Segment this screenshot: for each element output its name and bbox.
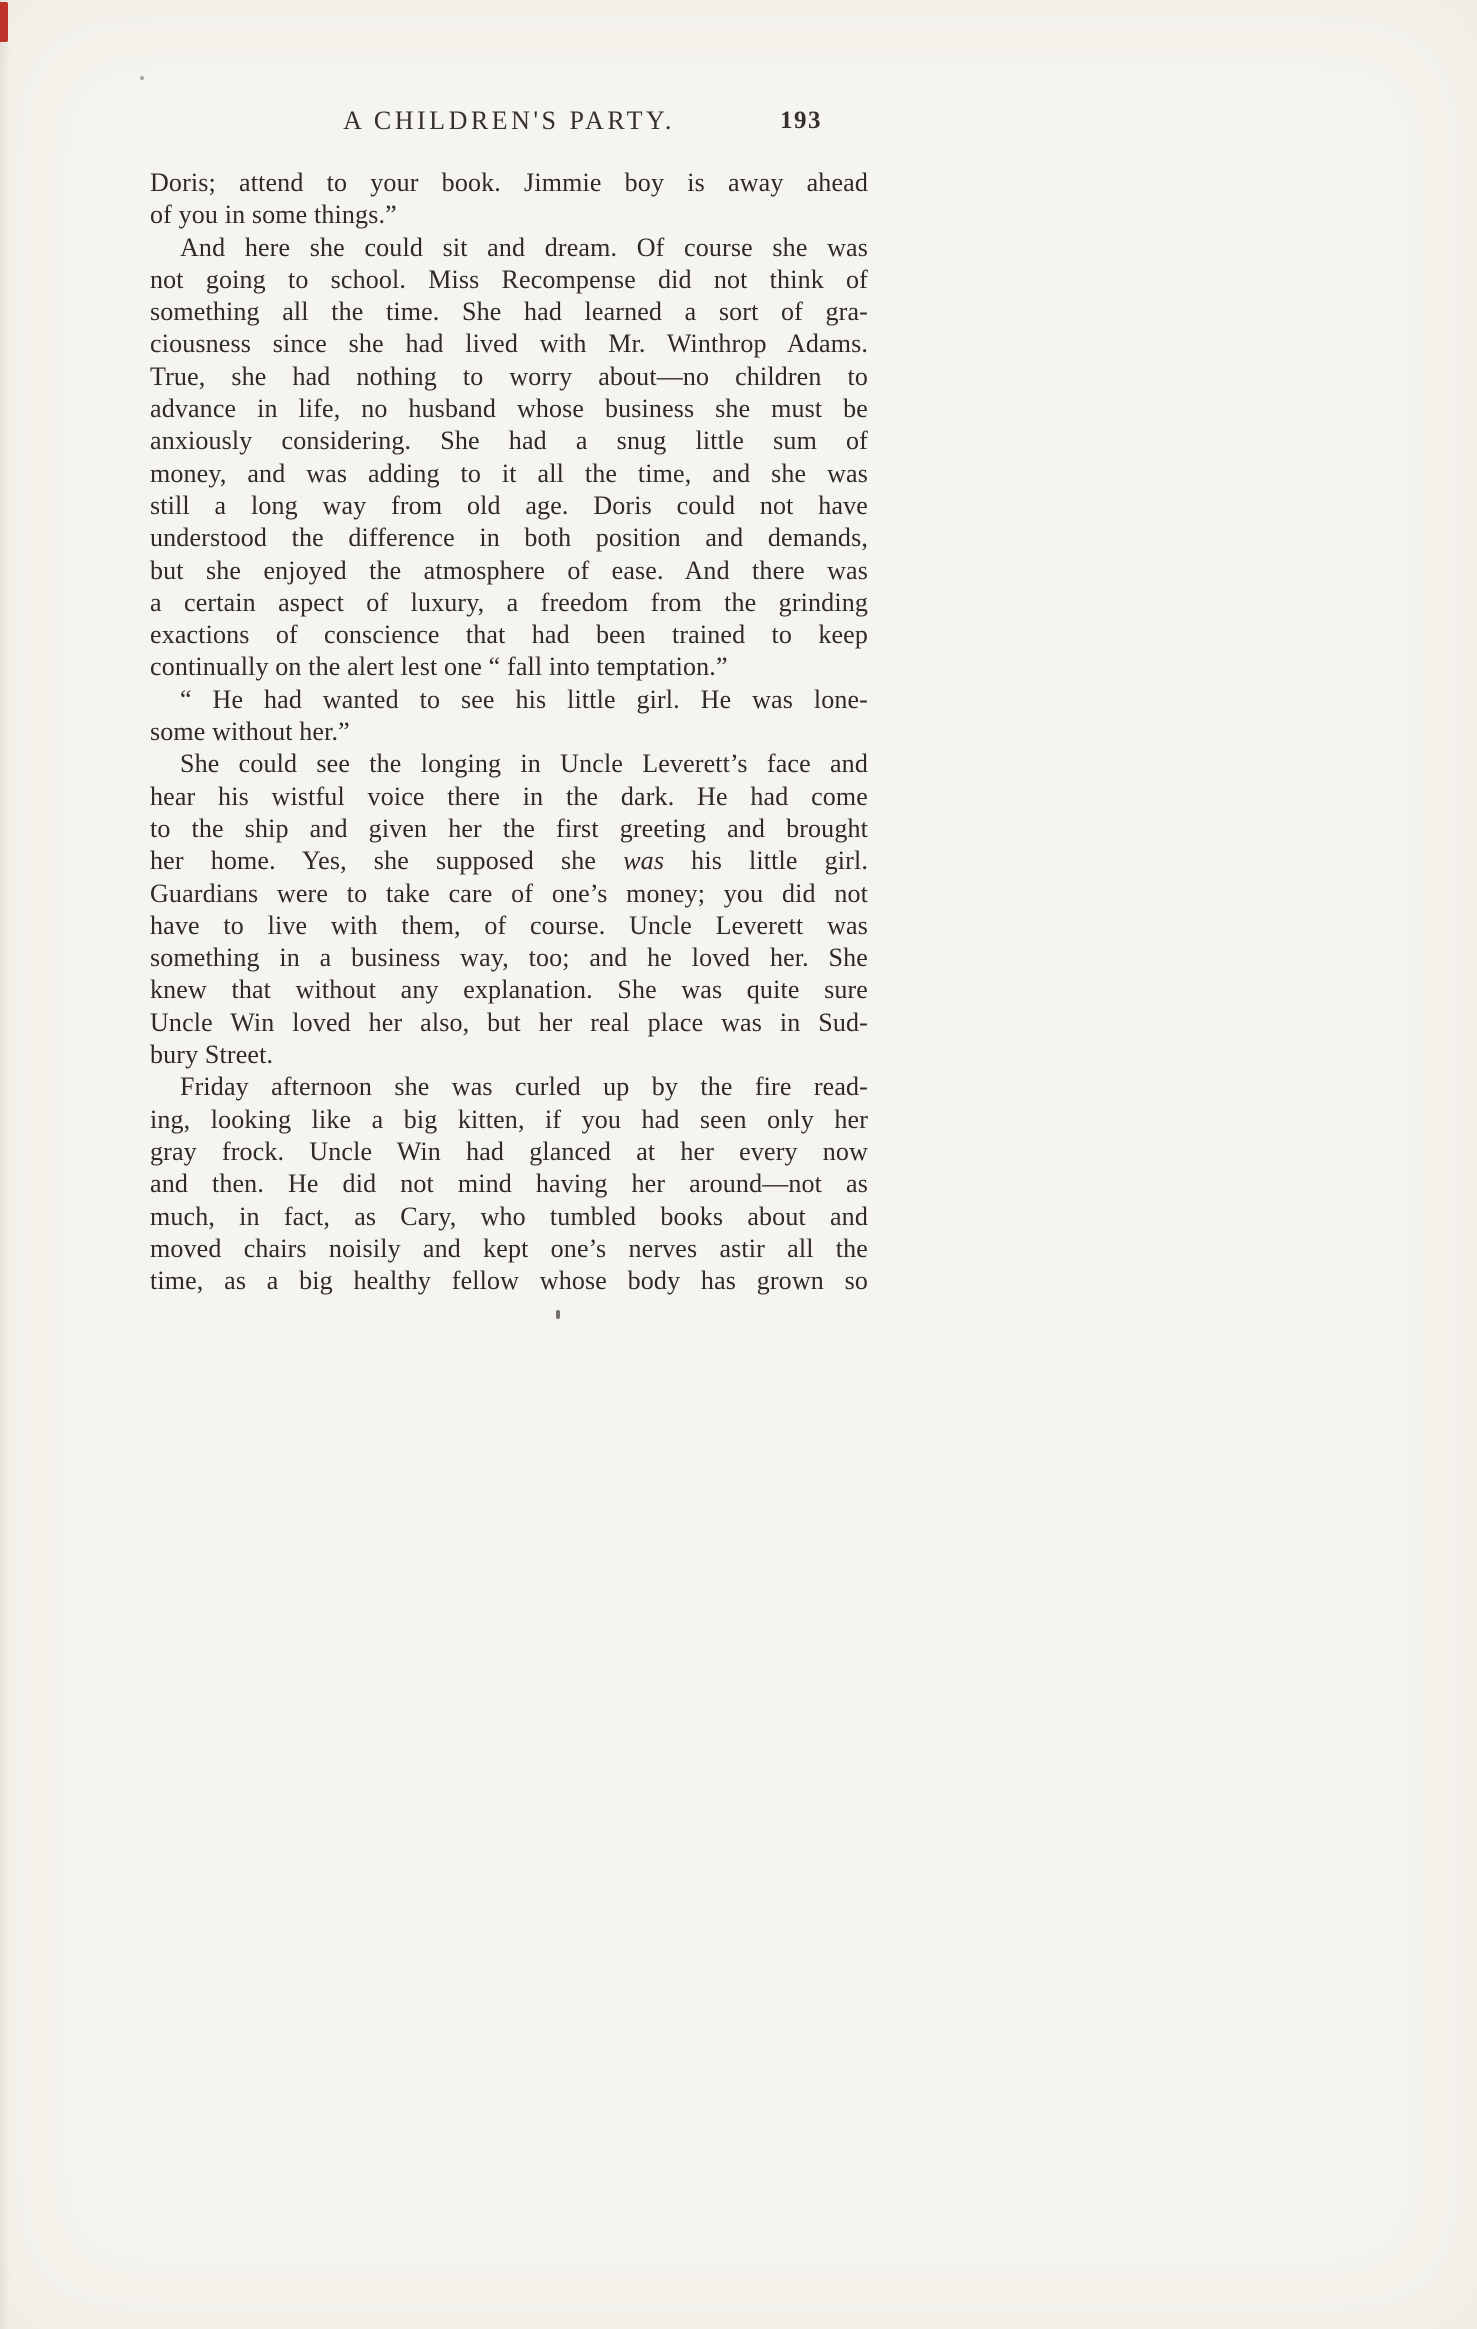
text-line: moved chairs noisily and kept one’s nerves astir all the: [150, 1233, 868, 1263]
text-line: her home. Yes, she supposed she was his little girl.: [150, 846, 868, 876]
text-line: Doris; attend to your book. Jimmie boy is away ahead: [150, 168, 868, 197]
text-line: anxiously considering. She had a snug little sum of: [150, 426, 868, 456]
page-header: [150, 106, 868, 140]
text-line: “ He had wanted to see his little girl. He was lone-: [180, 684, 868, 714]
text-line: Guardians were to take care of one’s money; you did not: [150, 878, 868, 908]
running-header-title: A CHILDREN'S PARTY.: [343, 106, 675, 135]
text-line: not going to school. Miss Recompense did not think of: [150, 264, 868, 294]
text-line: understood the difference in both position and demands,: [150, 523, 868, 553]
text-line: still a long way from old age. Doris could not have: [150, 490, 868, 520]
text-line: exactions of conscience that had been trained to keep: [150, 620, 868, 650]
text-line: She could see the longing in Uncle Leverett’s face and: [180, 749, 868, 779]
text-line: time, as a big healthy fellow whose body has grown so: [150, 1266, 868, 1296]
text-line: have to live with them, of course. Uncle Leverett was: [150, 910, 868, 940]
text-line: ing, looking like a big kitten, if you had seen only her: [150, 1104, 868, 1134]
text-line: True, she had nothing to worry about—no children to: [150, 361, 868, 391]
text-line: something in a business way, too; and he loved her. She: [150, 943, 868, 973]
scan-speck: [140, 76, 144, 80]
scan-speck: [556, 1310, 560, 1319]
text-line: a certain aspect of luxury, a freedom from the grinding: [150, 587, 868, 617]
text-line: advance in life, no husband whose business she must be: [150, 394, 868, 424]
text-line: of you in some things.”: [150, 200, 397, 230]
scan-artifact-red: [0, 2, 8, 42]
page-number: 193: [780, 107, 822, 134]
text-line: Friday afternoon she was curled up by the fire read-: [180, 1072, 868, 1102]
text-line: And here she could sit and dream. Of course she was: [180, 232, 868, 262]
text-line: and then. He did not mind having her around—not as: [150, 1169, 868, 1199]
text-line: some without her.”: [150, 717, 350, 747]
text-line: something all the time. She had learned a sort of gra-: [150, 297, 868, 327]
text-line: money, and was adding to it all the time, and she was: [150, 458, 868, 488]
text-block: [150, 106, 868, 1297]
text-line: gray frock. Uncle Win had glanced at her every now: [150, 1136, 868, 1166]
page-body: [150, 167, 868, 1297]
text-line: Uncle Win loved her also, but her real place was in Sud-: [150, 1007, 868, 1037]
text-line: much, in fact, as Cary, who tumbled books about and: [150, 1201, 868, 1231]
text-line: ciousness since she had lived with Mr. Winthrop Adams.: [150, 329, 868, 359]
text-line: continually on the alert lest one “ fall into temptation.”: [150, 652, 728, 682]
text-line: knew that without any explanation. She was quite sure: [150, 975, 868, 1005]
text-line: hear his wistful voice there in the dark. He had come: [150, 781, 868, 811]
text-line: bury Street.: [150, 1040, 274, 1070]
text-line: to the ship and given her the first greeting and brought: [150, 813, 868, 843]
text-line: but she enjoyed the atmosphere of ease. And there was: [150, 555, 868, 585]
